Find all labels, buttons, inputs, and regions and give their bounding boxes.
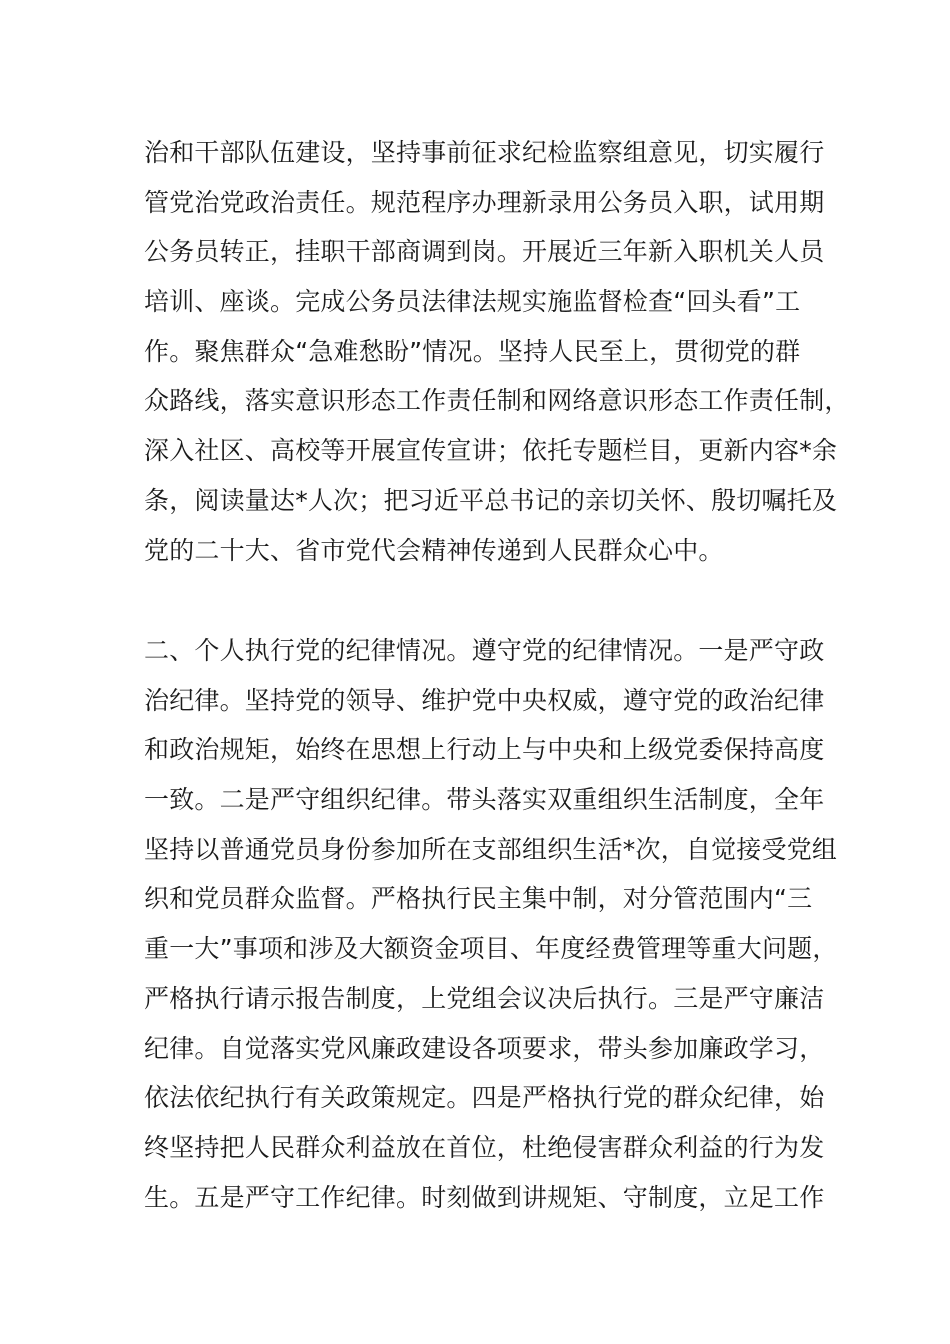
text-line: 条，阅读量达*人次；把习近平总书记的亲切关怀、殷切嘱托及 bbox=[144, 485, 838, 515]
section-heading-line: 二、个人执行党的纪律情况。遵守党的纪律情况。一是严守政 bbox=[144, 636, 825, 665]
text-line: 终坚持把人民群众利益放在首位，杜绝侵害群众利益的行为发 bbox=[144, 1132, 825, 1162]
text-line: 作。聚焦群众“急难愁盼”情况。坚持人民至上，贯彻党的群 bbox=[144, 336, 801, 366]
paragraph-1 bbox=[144, 128, 850, 575]
text-line: 党的二十大、省市党代会精神传递到人民群众心中。 bbox=[144, 535, 724, 565]
text-line: 公务员转正，挂职干部商调到岗。开展近三年新入职机关人员 bbox=[144, 237, 825, 267]
text-line: 治和干部队伍建设，坚持事前征求纪检监察组意见，切实履行 bbox=[144, 138, 825, 167]
text-line: 重一大”事项和涉及大额资金项目、年度经费管理等重大问题， bbox=[144, 934, 838, 964]
text-line: 深入社区、高校等开展宣传宣讲；依托专题栏目，更新内容*余 bbox=[144, 436, 838, 466]
text-line: 依法依纪执行有关政策规定。四是严格执行党的群众纪律，始 bbox=[144, 1083, 825, 1113]
text-line: 治纪律。坚持党的领导、维护党中央权威，遵守党的政治纪律 bbox=[144, 685, 825, 715]
text-line: 众路线，落实意识形态工作责任制和网络意识形态工作责任制， bbox=[144, 386, 850, 416]
text-line: 管党治党政治责任。规范程序办理新录用公务员入职，试用期 bbox=[144, 187, 825, 217]
text-line: 生。五是严守工作纪律。时刻做到讲规矩、守制度，立足工作 bbox=[144, 1182, 825, 1212]
text-line: 纪律。自觉落实党风廉政建设各项要求，带头参加廉政学习， bbox=[144, 1033, 825, 1063]
paragraph-2 bbox=[144, 626, 838, 1222]
text-line: 培训、座谈。完成公务员法律法规实施监督检查“回头看”工 bbox=[144, 287, 801, 317]
text-line: 和政治规矩，始终在思想上行动上与中央和上级党委保持高度 bbox=[144, 735, 825, 765]
text-line: 一致。二是严守组织纪律。带头落实双重组织生活制度，全年 bbox=[144, 785, 825, 815]
text-line: 严格执行请示报告制度，上党组会议决后执行。三是严守廉洁 bbox=[144, 983, 825, 1013]
text-line: 坚持以普通党员身份参加所在支部组织生活*次，自觉接受党组 bbox=[144, 834, 838, 864]
text-line: 织和党员群众监督。严格执行民主集中制，对分管范围内“三 bbox=[144, 884, 813, 914]
